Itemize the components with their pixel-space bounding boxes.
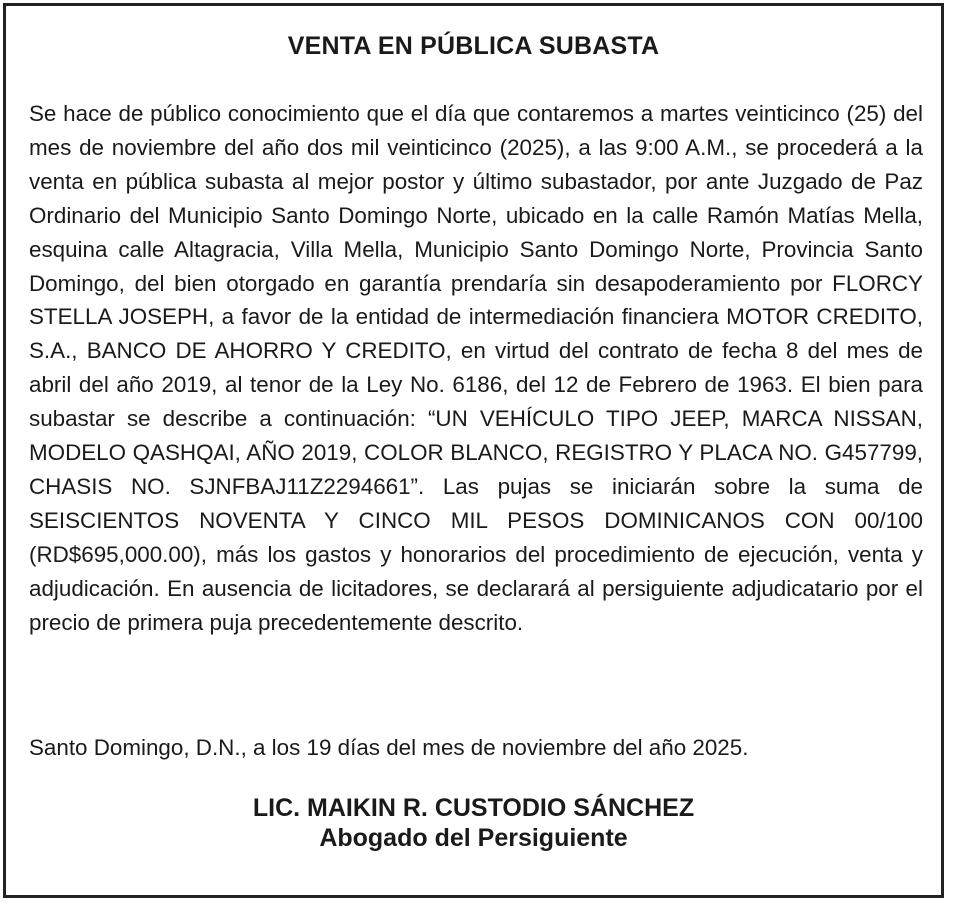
signature-role: Abogado del Persiguiente bbox=[319, 824, 628, 852]
notice-body: Se hace de público conocimiento que el día que contaremos a martes veinticinco (25) del mes de noviembre del año dos mil veinticinco (2025), a las 9:00 A.M., se procederá a la venta en pública subasta al mejor postor y último subastador, por ante Juzgado de Paz Ordinario del Municipio Santo Domingo Norte, ubicado en la calle Ramón Matías Mella, esquina calle Altagracia, Villa Mella, Municipio Santo Domingo Norte, Provincia Santo Domingo, del bien otorgado en garantía prendaría sin desapoderamiento por FLORCY STELLA JOSEPH, a favor de la entidad de intermediación financiera MOTOR CREDITO, S.A., BANCO DE AHORRO Y CREDITO, en virtud del contrato de fecha 8 del mes de abril del año 2019, al tenor de la Ley No. 6186, del 12 de Febrero de 1963. El bien para subastar se describe a continuación: “UN VEHÍCULO TIPO JEEP, MARCA NISSAN, MODELO QASHQAI, AÑO 2019, COLOR BLANCO, REGISTRO Y PLACA NO. G457799, CHASIS NO. SJNFBAJ11Z2294661”. Las pujas se iniciarán sobre la suma de SEISCIENTOS NOVENTA Y CINCO MIL PESOS DOMINICANOS CON 00/100 (RD$695,000.00), más los gastos y honorarios del procedimiento de ejecución, venta y adjudicación. En ausencia de licitadores, se declarará al persiguiente adjudicatario por el precio de primera puja precedentemente descrito. bbox=[29, 101, 923, 635]
notice-dateline: Santo Domingo, D.N., a los 19 días del mes de noviembre del año 2025. bbox=[29, 735, 749, 760]
notice-title: VENTA EN PÚBLICA SUBASTA bbox=[287, 32, 660, 60]
legal-notice-box bbox=[3, 3, 944, 898]
signature-name: LIC. MAIKIN R. CUSTODIO SÁNCHEZ bbox=[252, 794, 695, 822]
signature-block bbox=[6, 793, 941, 853]
